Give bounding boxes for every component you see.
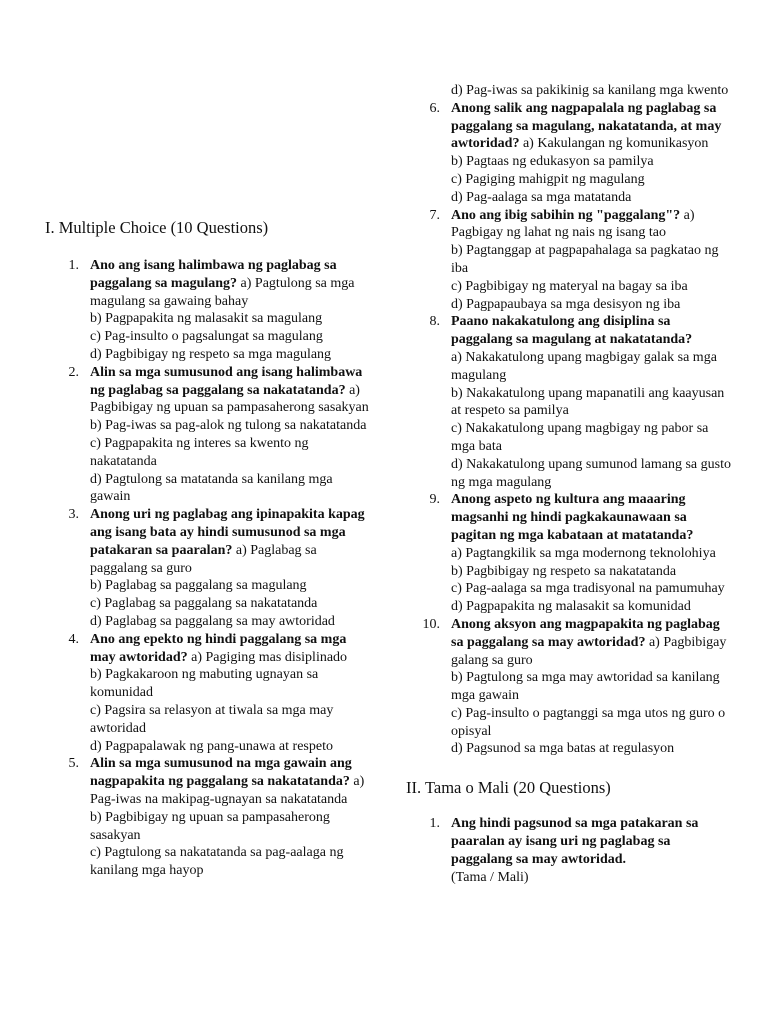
question-text: Anong aspeto ng kultura ang maaaring magsanhi ng hindi pagkakaunawaan sa pagitan ng mga kabataan at matatanda?: [451, 492, 694, 543]
choice-d: d) Pagsunod sa mga batas at regulasyon: [451, 741, 675, 757]
question-item: [406, 491, 731, 616]
choice-a: a) Nakakatulong upang magbigay galak sa mga magulang: [451, 349, 717, 383]
question-text: Alin sa mga sumusunod na mga gawain ang nagpapakita ng paggalang sa nakatatanda?: [90, 756, 352, 790]
mc-list-left: [45, 257, 375, 880]
question-number: 2.: [68, 364, 79, 380]
question-item: [406, 100, 731, 207]
choice-a: a) Pagbibigay ng upuan sa pampasaherong sasakyan: [90, 382, 369, 416]
question-item: [45, 257, 375, 364]
question-text: Ang hindi pagsunod sa mga patakaran sa paaralan ay isang uri ng paglabag sa paggalang sa may awtoridad.: [451, 816, 699, 867]
choice-b: b) Paglabag sa paggalang sa magulang: [90, 578, 307, 594]
question-item: [406, 313, 731, 491]
choice-b: b) Pagkakaroon ng mabuting ugnayan sa komunidad: [90, 667, 319, 701]
question-text: Ano ang ibig sabihin ng "paggalang"?: [451, 207, 681, 223]
question-number: 6.: [429, 100, 440, 116]
question-item: [406, 207, 731, 314]
choice-a: a) Paglabag sa paggalang sa guro: [90, 542, 317, 576]
mc-list-right: [406, 100, 731, 758]
choice-c: c) Pagtulong sa nakatatanda sa pag-aalaga ng kanilang mga hayop: [90, 845, 344, 879]
choice-a: a) Pagiging mas disiplinado: [191, 649, 348, 665]
question-text: Ano ang epekto ng hindi paggalang sa mga may awtoridad?: [90, 631, 347, 665]
question-number: 10.: [422, 616, 440, 632]
choice-b: b) Pag-iwas sa pag-alok ng tulong sa nakatatanda: [90, 418, 367, 434]
question-text: Paano nakakatulong ang disiplina sa paggalang sa magulang at nakatatanda?: [451, 314, 693, 348]
choice-c: c) Pagiging mahigpit ng magulang: [451, 171, 645, 187]
choice-b: b) Pagpapakita ng malasakit sa magulang: [90, 311, 323, 327]
question-number: 1.: [68, 258, 79, 273]
choice-b: b) Nakakatulong upang mapanatili ang kaayusan at respeto sa pamilya: [451, 385, 725, 419]
choice-b: b) Pagtulong sa mga may awtoridad sa kanilang mga gawain: [451, 670, 720, 704]
answer-options: (Tama / Mali): [451, 869, 529, 885]
choice-a: a) Pagtulong sa mga magulang sa gawaing bahay: [90, 275, 355, 309]
question-item: [45, 364, 375, 506]
choice-d: d) Pagpapaubaya sa mga desisyon ng iba: [451, 296, 681, 312]
choice-c: c) Pag-insulto o pagsalungat sa magulang: [90, 329, 323, 345]
choice-d: d) Pagtulong sa matatanda sa kanilang mga gawain: [90, 471, 333, 505]
question-number: 5.: [68, 756, 79, 772]
question-item: [45, 755, 375, 880]
right-column: [406, 82, 731, 886]
section-title-multiple-choice: I. Multiple Choice (10 Questions): [45, 218, 269, 237]
choice-c: c) Pag-aalaga sa mga tradisyonal na pamumuhay: [451, 581, 725, 597]
question-text: Ano ang isang halimbawa ng paglabag sa paggalang sa magulang?: [90, 258, 337, 291]
choice-d: d) Pagpapalawak ng pang-unawa at respeto: [90, 738, 333, 754]
question-text: Anong aksyon ang magpapakita ng paglabag sa paggalang sa may awtoridad?: [451, 616, 720, 650]
choice-a: a) Pag-iwas na makipag-ugnayan sa nakatatanda: [90, 774, 365, 807]
section-title-tama-o-mali: II. Tama o Mali (20 Questions): [406, 778, 611, 798]
choice-a: a) Pagbigay ng lahat ng nais ng isang tao: [451, 207, 695, 241]
question-number: 9.: [429, 492, 440, 508]
choice-c: c) Pagbibigay ng materyal na bagay sa iba: [451, 278, 688, 294]
question-text: Anong salik ang nagpapalala ng paglabag sa paggalang sa magulang, nakatatanda, at may awtoridad?: [451, 100, 722, 152]
left-column: [45, 218, 375, 880]
choice-c: c) Paglabag sa paggalang sa nakatatanda: [90, 596, 318, 612]
choice-b: b) Pagbibigay ng respeto sa nakatatanda: [451, 563, 677, 579]
choice-d: d) Pag-aalaga sa mga matatanda: [451, 189, 632, 205]
choice-d: d) Pagbibigay ng respeto sa mga magulang: [90, 346, 332, 362]
carryover-choice-d: d) Pag-iwas sa pakikinig sa kanilang mga kwento: [451, 83, 729, 98]
choice-b: b) Pagbibigay ng upuan sa pampasaherong sasakyan: [90, 809, 330, 843]
choice-d: d) Pagpapakita ng malasakit sa komunidad: [451, 599, 691, 615]
question-item: [406, 815, 731, 886]
choice-d: d) Paglabag sa paggalang sa may awtoridad: [90, 613, 335, 629]
choice-a: a) Pagtangkilik sa mga modernong teknolohiya: [451, 545, 716, 561]
question-number: 8.: [429, 314, 440, 330]
question-text: Alin sa mga sumusunod ang isang halimbawa ng paglabag sa paggalang sa nakatatanda?: [90, 364, 363, 398]
question-item: [45, 506, 375, 631]
question-text: Anong uri ng paglabag ang ipinapakita kapag ang isang bata ay hindi sumusunod sa mga patakaran sa paaralan?: [90, 507, 365, 558]
question-number: 1.: [429, 816, 440, 832]
choice-a: a) Pagbibigay galang sa guro: [451, 634, 727, 668]
choice-b: b) Pagtaas ng edukasyon sa pamilya: [451, 154, 654, 170]
choice-c: c) Pagsira sa relasyon at tiwala sa mga may awtoridad: [90, 702, 334, 736]
question-number: 4.: [68, 631, 79, 647]
question-item: [406, 616, 731, 758]
choice-a: a) Kakulangan ng komunikasyon: [522, 136, 709, 152]
question-number: 3.: [68, 507, 79, 523]
question-number: 7.: [429, 207, 440, 223]
choice-c: c) Pagpapakita ng interes sa kwento ng nakatatanda: [90, 435, 309, 469]
choice-c: c) Pag-insulto o pagtanggi sa mga utos ng guro o opisyal: [451, 705, 726, 739]
choice-d: d) Nakakatulong upang sumunod lamang sa gusto ng mga magulang: [451, 456, 731, 490]
tf-list: [406, 815, 731, 886]
choice-c: c) Nakakatulong upang magbigay ng pabor sa mga bata: [451, 421, 709, 454]
choice-b: b) Pagtanggap at pagpapahalaga sa pagkatao ng iba: [451, 243, 719, 276]
question-item: [45, 631, 375, 756]
